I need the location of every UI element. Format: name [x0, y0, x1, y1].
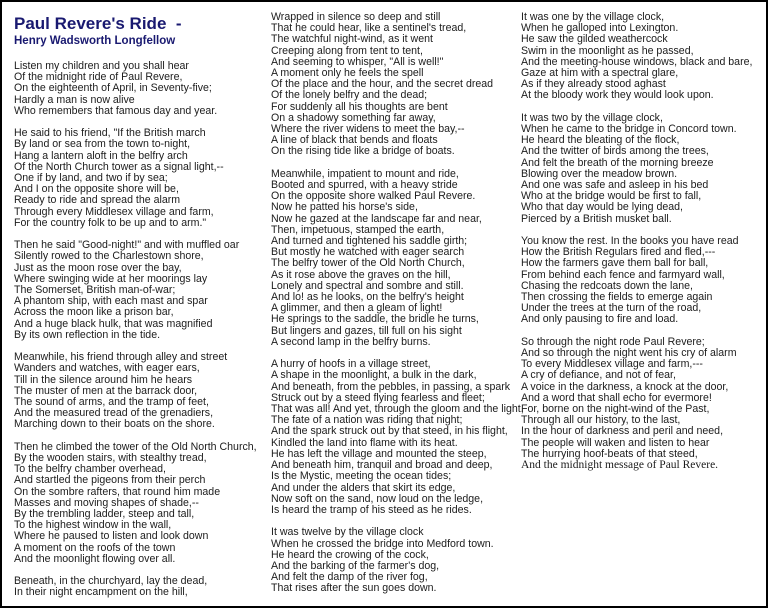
poem-line: On a shadowy something far away,	[271, 111, 436, 124]
column-stanzas-middle	[271, 11, 524, 595]
stanza	[271, 358, 524, 516]
stanza	[521, 236, 766, 326]
poem-line: For the country folk to be up and to arm."	[14, 216, 207, 229]
poem-line: And I on the opposite shore will be,	[14, 183, 179, 196]
poem-line: It was two by the village clock,	[521, 111, 663, 124]
poem-line: Now soft on the sand, now loud on the ledge,	[271, 492, 484, 505]
poem-line: And the moonlight flowing over all.	[14, 552, 176, 565]
poem-line: Then, impetuous, stamped the earth,	[271, 223, 445, 236]
poem-line: At the bloody work they would look upon.	[521, 89, 714, 102]
poem-author: Henry Wadsworth Longfellow	[14, 35, 176, 47]
poem-line: Is heard the tramp of his steed as he rides.	[271, 503, 472, 516]
poem-line: Hang a lantern aloft in the belfry arch	[14, 149, 188, 162]
column-stanzas-left	[14, 61, 261, 599]
poem-line: And startled the pigeons from their perch	[14, 474, 206, 487]
poem-line: By the wooden stairs, with stealthy tread,	[14, 452, 207, 465]
poem-line: A shape in the moonlight, a bulk in the dark,	[271, 369, 477, 382]
poem-line: Of the North Church tower as a signal light,--	[14, 160, 224, 173]
poem-line: And beneath him, tranquil and broad and deep,	[271, 459, 493, 472]
poem-line: A moment on the roofs of the town	[14, 541, 176, 554]
poem-line: Wrapped in silence so deep and still	[271, 11, 441, 23]
poem-line: A line of black that bends and floats	[271, 134, 438, 147]
poem-line: Of the midnight ride of Paul Revere,	[14, 71, 183, 84]
poem-line: Of the lonely belfry and the dead;	[271, 89, 428, 102]
poem-line: On the eighteenth of April, in Seventy-five;	[14, 82, 212, 95]
poem-line: Pierced by a British musket ball.	[521, 212, 672, 225]
poem-line: The fate of a nation was riding that night;	[271, 414, 463, 427]
poem-line: To the highest window in the wall,	[14, 519, 172, 532]
poem-line: For suddenly all his thoughts are bent	[271, 100, 448, 113]
poem-line: Creeping along from tent to tent,	[271, 44, 423, 57]
stanza	[271, 12, 511, 158]
poem-line: A second lamp in the belfry burns.	[271, 335, 431, 348]
poem-line: The belfry tower of the Old North Church,	[271, 257, 465, 270]
poem-line: Beneath, in the churchyard, lay the dead,	[14, 575, 208, 588]
stanza	[14, 128, 261, 229]
poem-line: Kindled the land into flame with its heat.	[271, 436, 458, 449]
poem-line: The muster of men at the barrack door,	[14, 384, 198, 397]
poem-line: As if they already stood aghast	[521, 78, 666, 91]
poem-line: Hardly a man is now alive	[14, 93, 135, 106]
poem-line: And so through the night went his cry of alarm	[521, 347, 737, 360]
poem-line: And the twitter of birds among the trees,	[521, 145, 709, 158]
poem-line: That rises after the sun goes down.	[271, 582, 437, 595]
poem-line: One if by land, and two if by sea;	[14, 172, 168, 185]
poem-line: And the spark struck out by that steed, in his flight,	[271, 425, 508, 438]
poem-line: For, borne on the night-wind of the Past,	[521, 403, 710, 416]
poem-line: Till in the silence around him he hears	[14, 373, 193, 386]
poem-line: And beneath, from the pebbles, in passing, a spark	[271, 380, 511, 393]
poem-line: Through all our history, to the last,	[521, 414, 681, 427]
stanza	[271, 527, 511, 594]
poem-line: And the meeting-house windows, black and bare,	[521, 55, 753, 68]
poem-line: That was all! And yet, through the gloom and the light,	[271, 403, 524, 416]
poem-line: Swim in the moonlight as he passed,	[521, 44, 694, 57]
stanza	[271, 169, 511, 348]
poem-line: When he came to the bridge in Concord town.	[521, 123, 737, 136]
poem-line: Then he said "Good-night!" and with muffled oar	[14, 239, 240, 252]
poem-column-middle	[261, 2, 524, 606]
column-stanzas-right	[521, 12, 766, 471]
poem-line: And a word that shall echo for evermore!	[521, 391, 712, 404]
poem-title: Paul Revere's Ride -	[14, 14, 182, 33]
poem-line: Of the place and the hour, and the secret dread	[271, 78, 494, 91]
poem-line: The Somerset, British man-of-war;	[14, 284, 176, 297]
poem-line: As it rose above the graves on the hill,	[271, 268, 451, 281]
poem-line: To every Middlesex village and farm,---	[521, 358, 703, 371]
poem-line: Blowing over the meadow brown.	[521, 167, 678, 180]
poem-line: Meanwhile, his friend through alley and street	[14, 351, 228, 364]
poem-line: Who that day would be lying dead,	[521, 201, 683, 214]
poem-line: It was twelve by the village clock	[271, 526, 424, 539]
poem-line: By the trembling ladder, steep and tall,	[14, 508, 195, 521]
poem-line: Through every Middlesex village and farm,	[14, 205, 214, 218]
poem-line: By its own reflection in the tide.	[14, 328, 161, 341]
poem-line: Across the moon like a prison bar,	[14, 306, 174, 319]
poem-line: And a huge black hulk, that was magnified	[14, 317, 213, 330]
poem-line: In the hour of darkness and peril and need,	[521, 425, 724, 438]
poem-line: And seeming to whisper, "All is well!"	[271, 55, 444, 68]
poem-line: When he crossed the bridge into Medford town.	[271, 537, 494, 550]
poem-line: How the British Regulars fired and fled,---	[521, 246, 716, 259]
poem-line: In their night encampment on the hill,	[14, 586, 188, 599]
poem-line: And one was safe and asleep in his bed	[521, 179, 709, 192]
poem-line: Is the Mystic, meeting the ocean tides;	[271, 470, 452, 483]
poem-line: The people will waken and listen to hear	[521, 436, 710, 449]
stanza	[521, 337, 766, 471]
poem-line: From behind each fence and farmyard wall,	[521, 268, 725, 281]
poem-line: On the opposite shore walked Paul Revere.	[271, 190, 476, 203]
poem-line: On the sombre rafters, that round him made	[14, 485, 221, 498]
stanza	[14, 352, 261, 430]
poem-line: Who remembers that famous day and year.	[14, 104, 218, 117]
poem-line: A moment only he feels the spell	[271, 67, 424, 80]
poem-line: Just as the moon rose over the bay,	[14, 261, 182, 274]
poem-line: But mostly he watched with eager search	[271, 246, 465, 259]
poem-line: And the barking of the farmer's dog,	[271, 559, 440, 572]
poem-line: And under the alders that skirt its edge,	[271, 481, 456, 494]
poem-line: So through the night rode Paul Revere;	[521, 335, 705, 348]
stanza	[14, 576, 261, 598]
poem-line: A cry of defiance, and not of fear,	[521, 369, 676, 382]
poem-line: But lingers and gazes, till full on his sight	[271, 324, 462, 337]
poem-line: Who at the bridge would be first to fall,	[521, 190, 702, 203]
poem-line: Then crossing the fields to emerge again	[521, 291, 713, 304]
poem-line: Booted and spurred, with a heavy stride	[271, 179, 458, 192]
poem-line: A voice in the darkness, a knock at the door,	[521, 380, 729, 393]
poem-line: Lonely and spectral and sombre and still.	[271, 279, 464, 292]
poem-line: He springs to the saddle, the bridle he turns,	[271, 313, 479, 326]
stanza	[14, 442, 261, 565]
poem-line: He heard the bleating of the flock,	[521, 134, 680, 147]
poem-line: He said to his friend, "If the British march	[14, 127, 206, 140]
poem-line: And only pausing to fire and load.	[521, 313, 679, 326]
poem-line: And the midnight message of Paul Revere.	[521, 459, 719, 472]
poem-line: Where swinging wide at her moorings lay	[14, 272, 208, 285]
poem-line: You know the rest. In the books you have read	[521, 235, 739, 248]
poem-line: Where the river widens to meet the bay,--	[271, 123, 465, 136]
poem-line: How the farmers gave them ball for ball,	[521, 257, 709, 270]
poem-line: Struck out by a steed flying fearless and fleet;	[271, 391, 485, 404]
poem-line: To the belfry chamber overhead,	[14, 463, 166, 476]
poem-line: On the rising tide like a bridge of boats.	[271, 145, 455, 158]
poem-line: Silently rowed to the Charlestown shore,	[14, 250, 204, 263]
poem-line: A glimmer, and then a gleam of light!	[271, 302, 443, 315]
poem-line: The sound of arms, and the tramp of feet,	[14, 396, 209, 409]
poem-line: Ready to ride and spread the alarm	[14, 194, 181, 207]
poem-line: A phantom ship, with each mast and spar	[14, 295, 208, 308]
poem-line: Chasing the redcoats down the lane,	[521, 279, 693, 292]
stanza	[14, 240, 261, 341]
poem-line: Wanders and watches, with eager ears,	[14, 362, 200, 375]
poem-line: Under the trees at the turn of the road,	[521, 302, 702, 315]
stanza	[14, 61, 261, 117]
poem-line: Now he gazed at the landscape far and near,	[271, 212, 482, 225]
poem-line: Where he paused to listen and look down	[14, 530, 209, 543]
poem-line: A hurry of hoofs in a village street,	[271, 358, 431, 371]
poem-line: He heard the crowing of the cock,	[271, 548, 429, 561]
poem-line: It was one by the village clock,	[521, 11, 665, 23]
poem-line: That he could hear, like a sentinel's tread,	[271, 22, 467, 35]
poem-line: By land or sea from the town to-night,	[14, 138, 191, 151]
poem-line: The watchful night-wind, as it went	[271, 33, 433, 46]
poem-line: Marching down to their boats on the shore.	[14, 418, 215, 431]
poem-line: He has left the village and mounted the steep,	[271, 447, 487, 460]
poem-line: When he galloped into Lexington.	[521, 22, 679, 35]
poem-line: Listen my children and you shall hear	[14, 60, 189, 72]
poem-line: The hurrying hoof-beats of that steed,	[521, 447, 698, 460]
poem-column-left	[2, 2, 261, 606]
poem-line: Meanwhile, impatient to mount and ride,	[271, 167, 459, 180]
stanza	[521, 12, 766, 102]
poem-line: Gaze at him with a spectral glare,	[521, 67, 679, 80]
poem-line: Masses and moving shapes of shade,--	[14, 496, 199, 509]
poem-column-right	[511, 2, 766, 606]
stanza	[521, 113, 766, 225]
poem-line: And felt the damp of the river fog,	[271, 571, 428, 584]
poem-line: And turned and tightened his saddle girth;	[271, 235, 468, 248]
poem-line: He saw the gilded weathercock	[521, 33, 668, 46]
poem-line: And lo! as he looks, on the belfry's height	[271, 291, 464, 304]
poem-line: Now he patted his horse's side,	[271, 201, 418, 214]
poem-line: And the measured tread of the grenadiers,	[14, 407, 214, 420]
poem-line: Then he climbed the tower of the Old North Church,	[14, 440, 257, 453]
poem-line: And felt the breath of the morning breeze	[521, 156, 714, 169]
